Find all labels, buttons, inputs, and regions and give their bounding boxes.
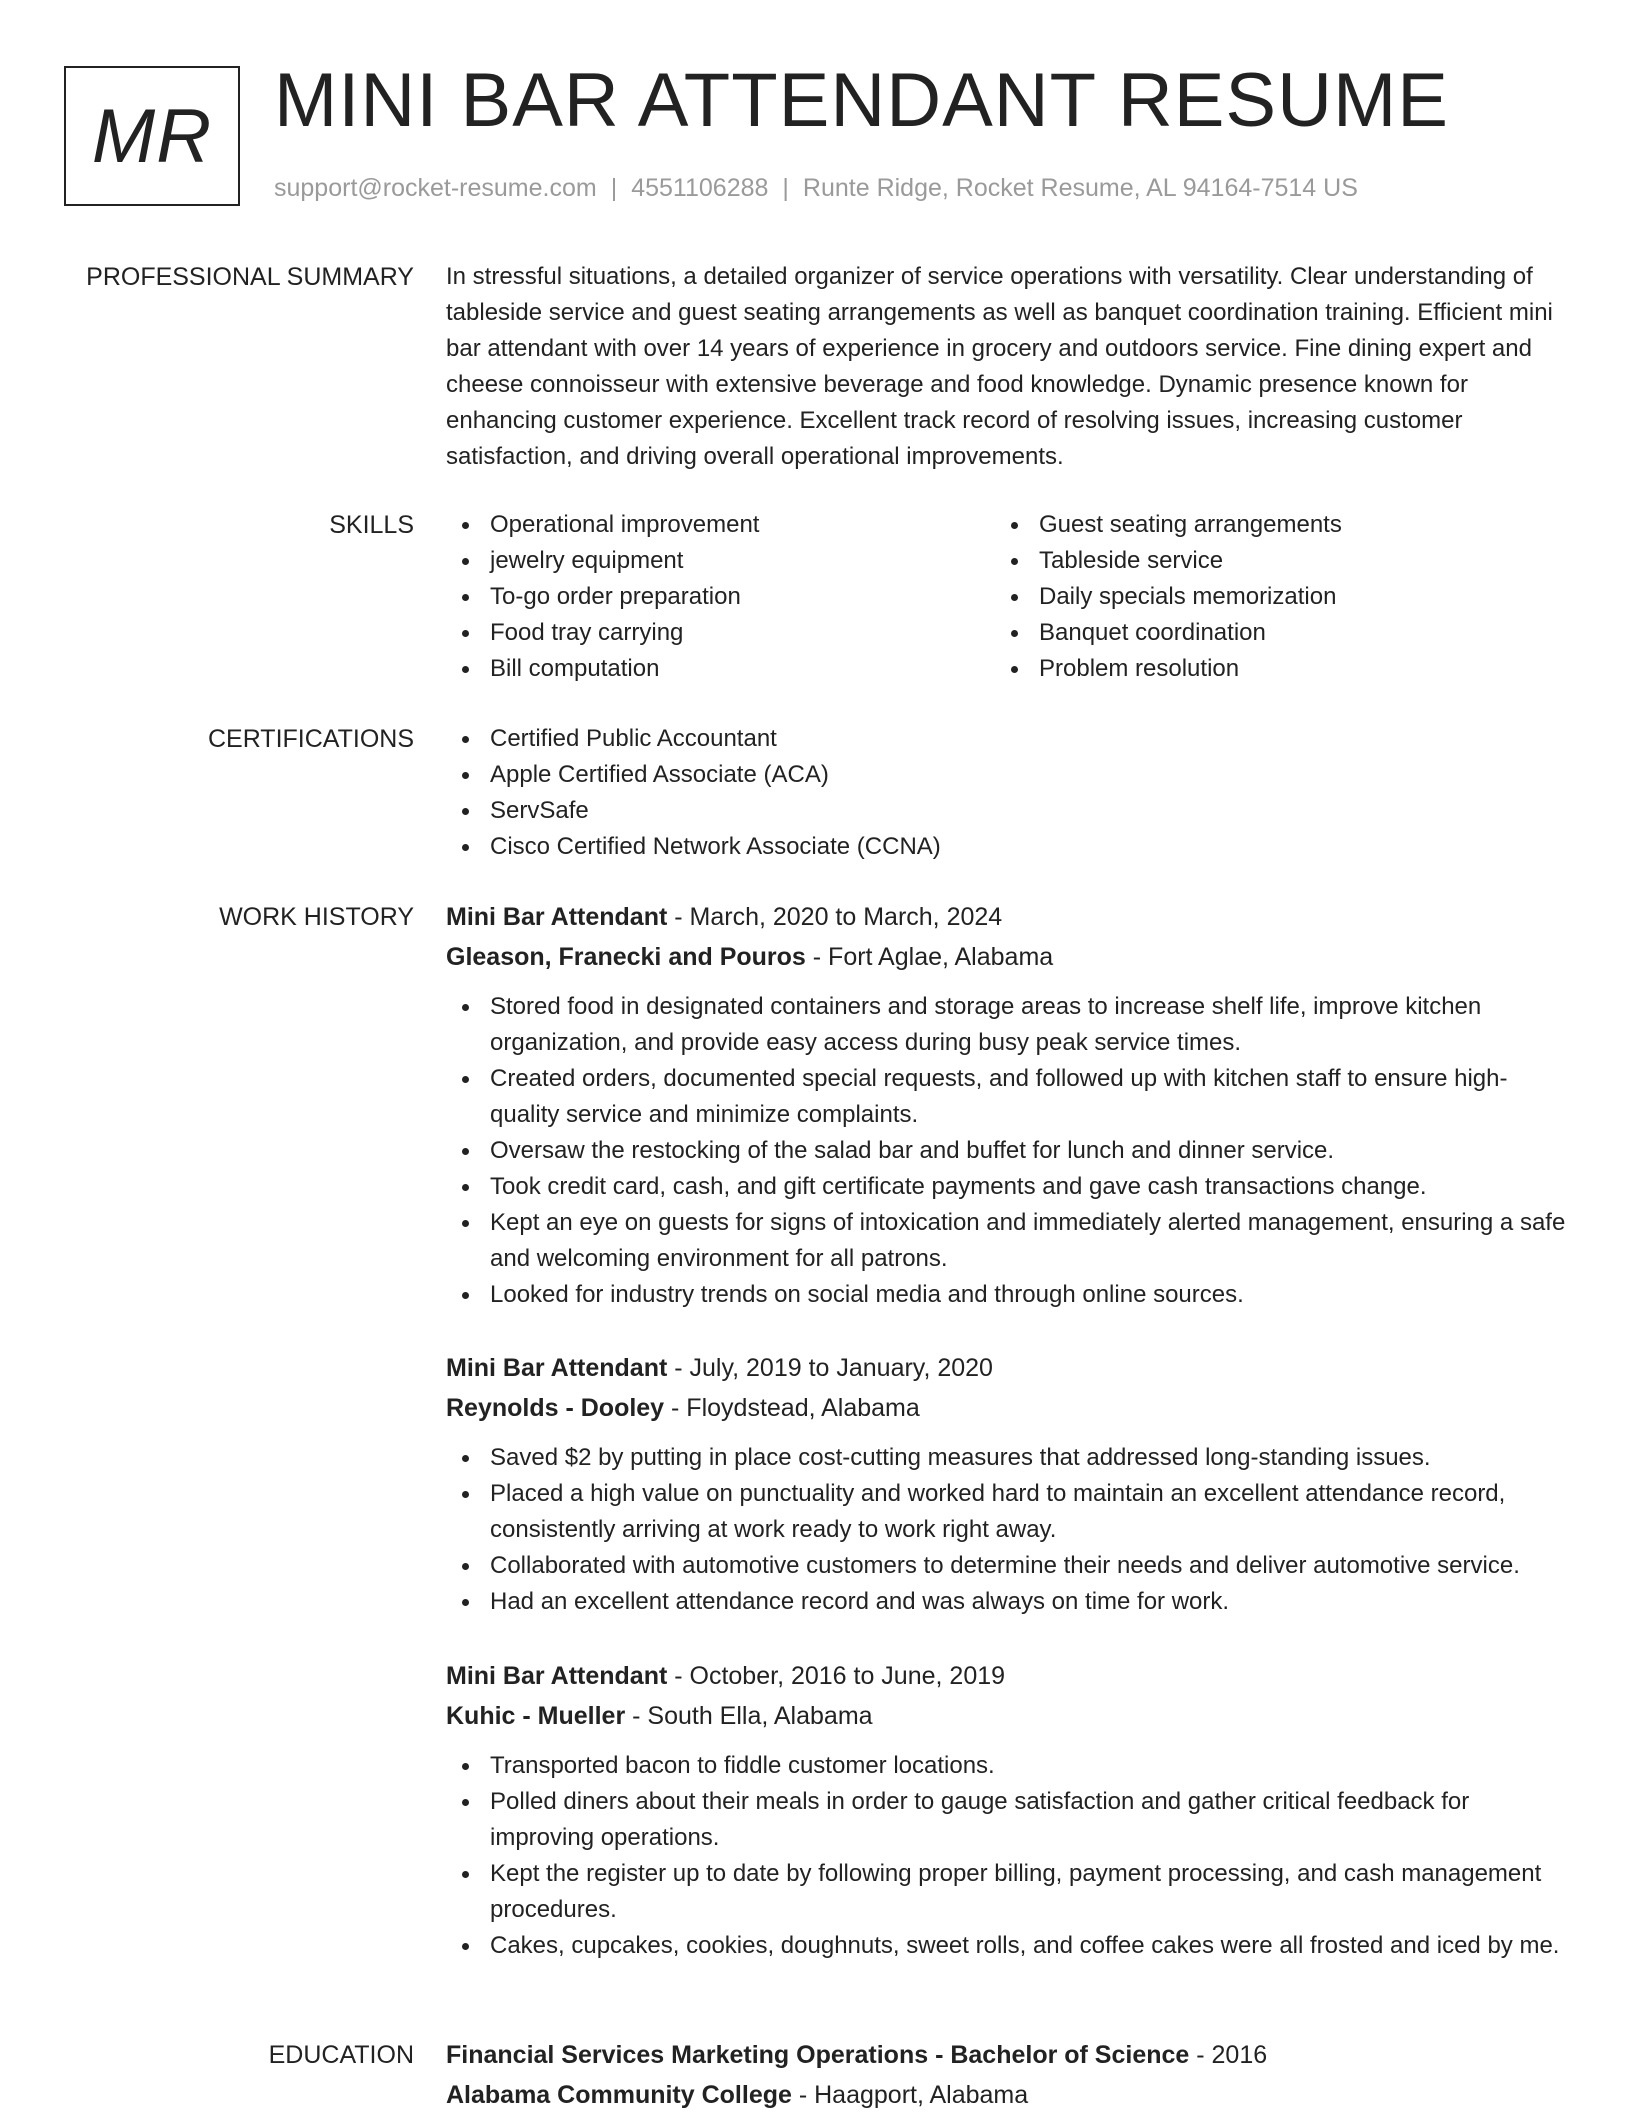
education-section [446, 2035, 1566, 2115]
job-bullet: Cakes, cupcakes, cookies, doughnuts, sweet rolls, and coffee cakes were all frosted and iced by me. [446, 1928, 1566, 1964]
contact-line [274, 174, 1358, 203]
job-bullet: Placed a high value on punctuality and worked hard to maintain an excellent attendance record, consistently arriving at work ready to work right away. [446, 1476, 1566, 1548]
job-bullet: Stored food in designated containers and storage areas to increase shelf life, improve kitchen organization, and provide easy access during busy peak service times. [446, 989, 1566, 1061]
school-location: - Haagport, Alabama [791, 2081, 1029, 2109]
job-bullet: Looked for industry trends on social media and through online sources. [446, 1277, 1566, 1313]
company-name: Kuhic - Mueller [446, 1702, 626, 1730]
job-bullets [446, 1440, 1566, 1620]
skills-list-right [995, 507, 1544, 687]
section-label-work-history: WORK HISTORY [219, 903, 414, 931]
job-bullet: Collaborated with automotive customers to determine their needs and deliver automotive service. [446, 1548, 1566, 1584]
job-title-line [446, 1348, 1566, 1388]
skill-item: Tableside service [995, 543, 1544, 579]
job-dates: - October, 2016 to June, 2019 [667, 1662, 1006, 1690]
skills-section [446, 507, 1566, 687]
job-entry [446, 1656, 1566, 1964]
job-bullet: Polled diners about their meals in order to gauge satisfaction and gather critical feedback for improving operations. [446, 1784, 1566, 1856]
separator: | [782, 174, 789, 202]
job-bullet: Kept an eye on guests for signs of intoxication and immediately alerted management, ensuring a safe and welcoming environment for all patrons. [446, 1205, 1566, 1277]
certification-item: Cisco Certified Network Associate (CCNA) [446, 829, 1566, 865]
address: Runte Ridge, Rocket Resume, AL 94164-7514 US [802, 174, 1358, 202]
degree-line [446, 2035, 1566, 2075]
section-label-skills: SKILLS [329, 511, 414, 539]
degree-name: Financial Services Marketing Operations - Bachelor of Science [446, 2041, 1190, 2069]
company-name: Gleason, Franecki and Pouros [446, 943, 806, 971]
job-title-line [446, 897, 1566, 937]
degree-year: - 2016 [1189, 2041, 1268, 2069]
section-label-education: EDUCATION [268, 2041, 414, 2069]
skill-item: jewelry equipment [446, 543, 995, 579]
job-bullet: Had an excellent attendance record and was always on time for work. [446, 1584, 1566, 1620]
job-title-line [446, 1656, 1566, 1696]
summary-text: In stressful situations, a detailed organizer of service operations with versatility. Clear understanding of tableside service and guest seating arrangements as well as banquet coordination training. Efficient mini bar attendant with over 14 years of experience in grocery and outdoors service. Fine dining expert and cheese connoisseur with extensive beverage and food knowledge. Dynamic presence known for enhancing customer experience. Excellent track record of resolving issues, increasing customer satisfaction, and driving overall operational improvements. [446, 263, 1553, 470]
summary-section [446, 259, 1566, 475]
skill-item: Food tray carrying [446, 615, 995, 651]
job-title: Mini Bar Attendant [446, 903, 668, 931]
monogram-logo: MR [64, 66, 240, 206]
certifications-section [446, 721, 1566, 865]
school-name: Alabama Community College [446, 2081, 792, 2109]
job-bullet: Oversaw the restocking of the salad bar and buffet for lunch and dinner service. [446, 1133, 1566, 1169]
company-name: Reynolds - Dooley [446, 1394, 665, 1422]
job-bullets [446, 989, 1566, 1313]
school-line [446, 2075, 1566, 2115]
section-label-summary: PROFESSIONAL SUMMARY [86, 263, 414, 291]
job-entry [446, 1348, 1566, 1620]
job-title: Mini Bar Attendant [446, 1662, 668, 1690]
skill-item: Problem resolution [995, 651, 1544, 687]
page-title: MINI BAR ATTENDANT RESUME [274, 58, 1449, 143]
skill-item: Bill computation [446, 651, 995, 687]
company-location: - Fort Aglae, Alabama [805, 943, 1054, 971]
skill-item: Daily specials memorization [995, 579, 1544, 615]
job-bullets [446, 1748, 1566, 1964]
job-bullet: Transported bacon to fiddle customer locations. [446, 1748, 1566, 1784]
job-company-line [446, 1388, 1566, 1428]
certification-item: ServSafe [446, 793, 1566, 829]
skill-item: Banquet coordination [995, 615, 1544, 651]
phone-number[interactable]: 4551106288 [631, 174, 769, 202]
section-label-certifications: CERTIFICATIONS [207, 725, 414, 753]
company-location: - Floydstead, Alabama [664, 1394, 920, 1422]
job-entry [446, 897, 1566, 1313]
job-bullet: Took credit card, cash, and gift certificate payments and gave cash transactions change. [446, 1169, 1566, 1205]
job-company-line [446, 1696, 1566, 1736]
job-dates: - March, 2020 to March, 2024 [667, 903, 1003, 931]
certification-item: Apple Certified Associate (ACA) [446, 757, 1566, 793]
skill-item: Guest seating arrangements [995, 507, 1544, 543]
job-bullet: Saved $2 by putting in place cost-cutting measures that addressed long-standing issues. [446, 1440, 1566, 1476]
skill-item: To-go order preparation [446, 579, 995, 615]
company-location: - South Ella, Alabama [625, 1702, 873, 1730]
job-company-line [446, 937, 1566, 977]
certifications-list [446, 721, 1566, 865]
job-bullet: Kept the register up to date by following proper billing, payment processing, and cash management procedures. [446, 1856, 1566, 1928]
separator: | [610, 174, 618, 202]
job-dates: - July, 2019 to January, 2020 [667, 1354, 993, 1382]
job-title: Mini Bar Attendant [446, 1354, 668, 1382]
job-bullet: Created orders, documented special requests, and followed up with kitchen staff to ensure high-quality service and minimize complaints. [446, 1061, 1566, 1133]
skill-item: Operational improvement [446, 507, 995, 543]
email-link[interactable]: support@rocket-resume.com [274, 174, 597, 202]
skills-list-left [446, 507, 995, 687]
certification-item: Certified Public Accountant [446, 721, 1566, 757]
